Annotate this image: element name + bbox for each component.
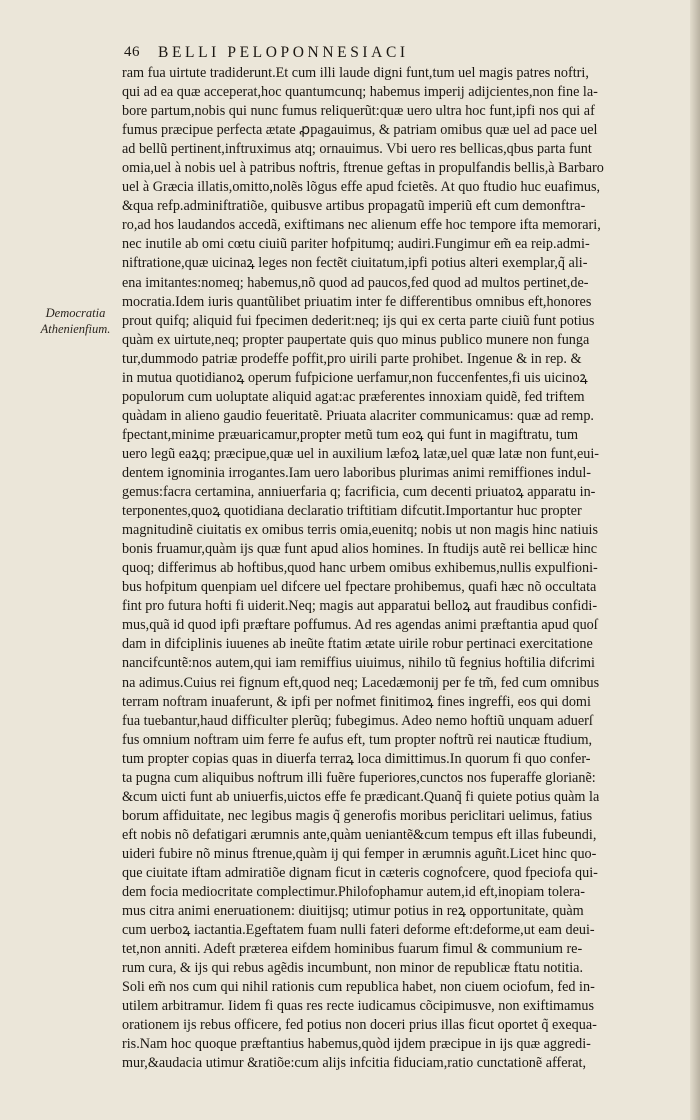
body-text [122, 64, 680, 1073]
text-line: niftratione,quæ uicinaꝝ leges non fectẽt ciuitatum,ipfi potius alteri exemplar,q̃ ali- [122, 255, 588, 272]
running-head: BELLI PELOPONNESIACI [158, 44, 409, 61]
text-line: gemus:facra certamina, anniuerfaria q; facrificia, cum decenti priuatoꝝ apparatu in- [122, 484, 596, 501]
text-line: uel à Græcia illatis,omitto,nolẽs lõgus effe apud fcietẽs. At quo ftudio huc euafimus, [122, 179, 601, 196]
text-line: borum affiduitate, nec legibus magis q̃ generofis moribus periclitari uelimus, fatius [122, 807, 593, 824]
text-line: rum cura, & ijs qui rebus agẽdis incumbunt, non minor de republicæ ftatu notitia. [122, 960, 584, 977]
text-line: ram fua uirtute tradiderunt.Et cum illi laude digni funt,tum uel magis patres noftri, [122, 65, 589, 81]
text-line: quoq; differimus ab hoftibus,quod hanc urbem omibus exhibemus,nullis expulfioni- [122, 560, 598, 577]
margin-note [28, 305, 123, 337]
text-line: dem focia mediocritate complectimur.Philofophamur autem,id eft,inopiam tolera- [122, 884, 585, 901]
text-line: quàdam in alieno gaudio feueritatẽ. Priuata alacriter communicamus: quæ ad remp. [122, 407, 594, 424]
text-line: nec inutile ab omi cœtu ciuiũ pariter hofpitumq; audiri.Fungimur em̃ ea reip.admi- [122, 236, 590, 253]
text-line: ta pugna cum aliquibus noftrum illi fuẽre fuperiores,cunctos nos fuperaffe glorianẽ: [122, 769, 596, 786]
text-line: dentem ignominia irrogantes.Iam uero laboribus plurimas animi remiffiones indul- [122, 464, 591, 481]
text-line: ro,ad hos laudandos accedã, exiftimans nec alienum effe hoc tempore ifta memorari, [122, 217, 601, 234]
text-line: qui ad ea quæ acceperat,hoc quantumcunq; habemus imperij adijcientes,non fine la- [122, 84, 598, 101]
text-line: uideri fubire nõ minus ftrenue,quàm ij qui femper in ærumnis aguñt.Licet hinc quo- [122, 845, 597, 862]
text-line: mus citra animi eneruationem: diuitijsq; utimur potius in reꝝ opportunitate, quàm [122, 903, 584, 920]
text-line: que ciuitate iftam admiratiõe dignam ficut in cæteris cognofcere, quod fpeciofa qui- [122, 864, 598, 881]
text-line: na adimus.Cuius rei fignum eft,quod neq; Lacedæmonij per fe tm̃, fed cum omnibus [122, 674, 600, 691]
text-line: &cum uicti funt ab uniuerfis,uictos effe fe prædicant.Quanq̃ fi quiete potius quàm la [122, 788, 600, 805]
margin-note-line: Democratia [45, 306, 106, 320]
text-line: ad bellũ pertinent,inftruximus atq; ornauimus. Vbi uero res bellicas,qbus parta funt [122, 141, 592, 158]
text-line: fint pro futura hofti fi uiderit.Neq; magis aut apparatui belloꝝ aut fraudibus confidi- [122, 598, 598, 615]
text-line: populorum cum uoluptate aliquid agat:ac præferentes innoxiam quidẽ, fed triftem [122, 388, 585, 405]
text-line: terram noftram inuaferunt, & ipfi per nofmet finitimoꝝ fines ingreffi, eos qui domi [122, 693, 591, 710]
text-line: bore partum,nobis qui nunc fumus reliquerũt:quæ uero ultra hoc funt,ipfi nos qui af [122, 103, 595, 120]
text-line: utilem arbitramur. Iidem fi quas res recte iudicamus cõcipimusve, non exiftimamus [122, 998, 594, 1015]
text-line: fua tuebantur,haud difficulter plerũq; fubegimus. Adeo nemo hoftiũ unquam aduerſ [122, 712, 593, 729]
text-line: bus hofpitum quenpiam uel difcere uel fpectare prohibemus, quafi hæc nõ occultata [122, 579, 597, 596]
text-line: prout quifq; aliquid fui fpecimen dederit:neq; ijs qui ex certa parte ciuiũ funt potius [122, 312, 595, 329]
text-line: mus,quã id quod ipfi præftare poffumus. Ad res agendas animi præftantia apud quoſ [122, 617, 598, 634]
text-line: fumus præcipue perfecta ætate ꝓpagauimus, & patriam omibus quæ uel ad pace uel [122, 122, 598, 139]
text-line: quàm ex uirtute,neq; propter paupertate quis quo minus publico munere non funga [122, 331, 590, 348]
text-line: fpectant,minime præuaricamur,propter metũ tum eoꝝ qui funt in magiftratu, tum [122, 426, 578, 443]
text-line: orationem ijs rebus officere, fed potius non doceri prius illas ficut oportet q̃ exequa- [122, 1017, 597, 1034]
page-number: 46 [124, 44, 140, 60]
text-line: eft nobis nõ defatigari ærumnis ante,quàm ueniantẽ&cum tempus eft illas fubeundi, [122, 826, 597, 843]
text-line: magnitudinẽ ciuitatis ex omibus terris omia,euenitq; nobis ut non magis hinc natiuis [122, 522, 599, 539]
page-gutter-shadow [690, 0, 700, 1120]
text-line: fus omnium noftram uim ferre fe aufus eft, tum propter noftrũ rei nauticæ ftudium, [122, 731, 593, 748]
text-line: nancifcuntẽ:nos autem,qui iam remiffius uiuimus, nihilo tũ fegnius hoftilia difcrimi [122, 655, 595, 672]
text-line: terponentes,quoꝝ quotidiana declaratio triftitiam difcutit.Importantur huc propter [122, 503, 582, 520]
text-line: uero legũ eaꝝq; præcipue,quæ uel in auxilium læfoꝝ latæ,uel quæ latæ non funt,eui- [122, 445, 600, 462]
text-line: tum propter copias quas in diuerfa terraꝝ loca dimittimus.In quorum fi quo confer- [122, 750, 591, 767]
text-line: dam in difciplinis iuuenes ab ineũte ftatim ætate uirile robur pertinaci exercitatione [122, 636, 593, 653]
text-line: ena imitantes:nomeq; habemus,nõ quod ad paucos,fed quod ad multos pertinet,de- [122, 274, 589, 291]
text-line: omia,uel à nobis uel à patribus noftris, ftrenue geftas in propulfandis bellis,à Barbaro [122, 160, 604, 177]
text-line: &qua refp.adminiftratiõe, quibusve artibus propagatũ imperiũ eft cum demonftra- [122, 198, 586, 215]
text-line: cum uerboꝝ iactantia.Egeftatem fuam nulli fateri deforme eft:deforme,ut eam deui- [122, 922, 595, 939]
text-line: tet,non anniti. Adeft præterea eifdem hominibus fuarum fimul & communium re- [122, 941, 583, 958]
text-line: ris.Nam hoc quoque præftantius habemus,quòd ijdem præcipue in ijs quæ aggredi- [122, 1036, 591, 1053]
text-line: tur,dummodo patriæ prodeffe poffit,pro uirili parte prohibet. Ingenue & in rep. & [122, 350, 582, 367]
text-line: in mutua quotidianoꝝ operum fufpicione uerfamur,non fuccenfentes,fi uis uicinoꝝ [122, 369, 588, 386]
text-line: bonis fruamur,quàm ijs quæ funt apud alios homines. In ftudijs autẽ rei bellicæ hinc [122, 541, 598, 558]
text-line: mur,&audacia utimur &ratiõe:cum alijs infcitia fiduciam,ratio cunctationẽ afferat, [122, 1055, 587, 1072]
text-line: Soli em̃ nos cum qui nihil rationis cum republica habet, non ciuem ociofum, fed in- [122, 979, 595, 996]
margin-note-line: Athenienfium. [40, 322, 111, 336]
text-line: mocratia.Idem iuris quantũlibet priuatim inter fe differentibus omnibus eft,honores [122, 293, 592, 310]
